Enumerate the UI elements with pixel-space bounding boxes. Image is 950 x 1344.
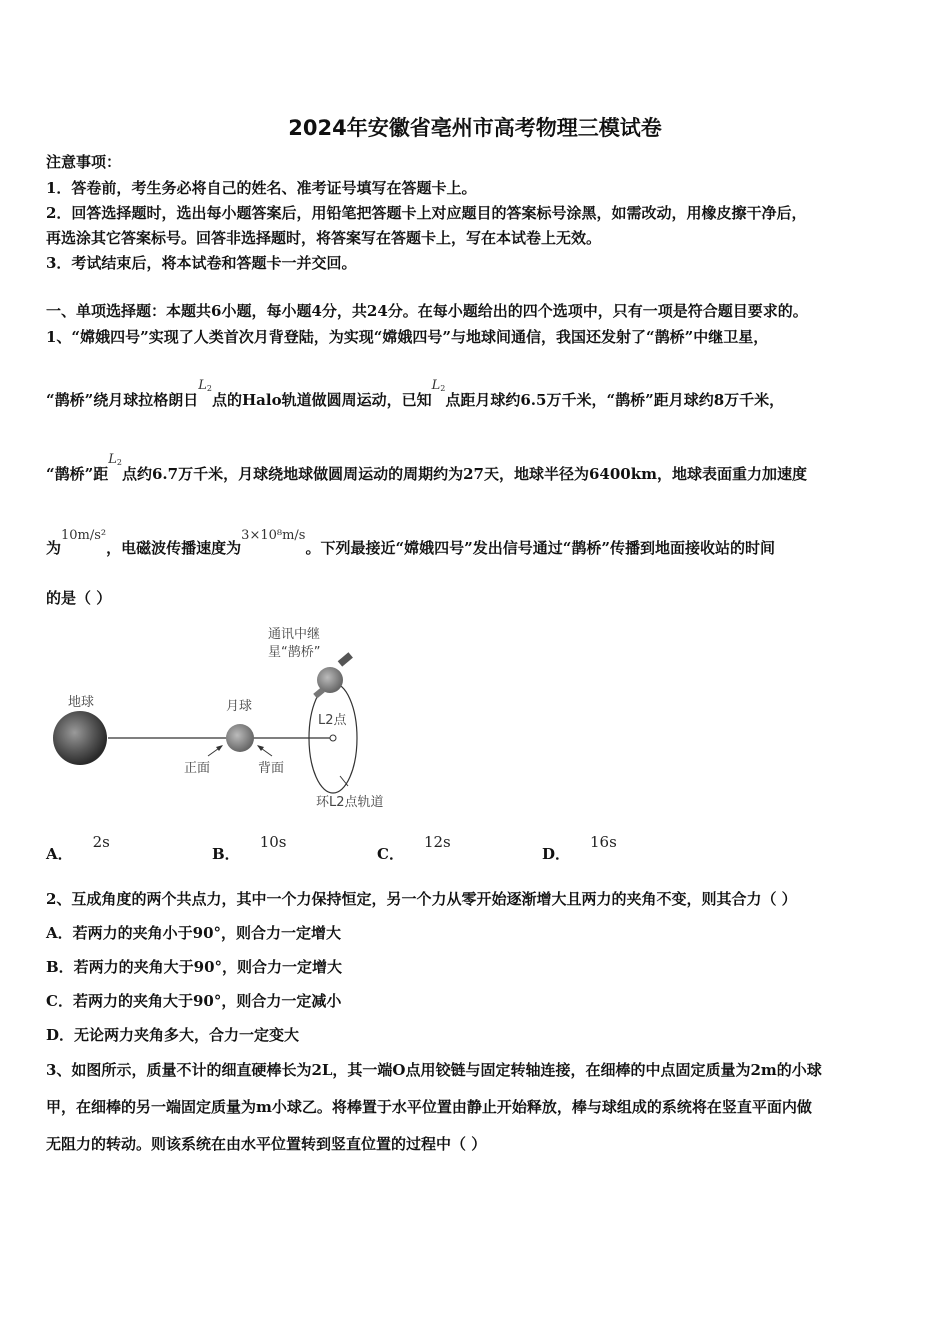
earth-circle (53, 711, 107, 765)
q1-line2 (46, 378, 785, 415)
orbit-label: 环L2点轨道 (316, 795, 384, 810)
q1-line4c: 。下列最接近“嫦娥四号”发出信号通过“鹊桥”传播到地面接收站的时间 (305, 539, 775, 557)
g-value: 10m/s² (61, 528, 107, 543)
q3-line1: 3、如图所示，质量不计的细直硬棒长为2L，其一端O点用铰链与固定转轴连接，在细棒的中点固定质量为2m的小球 (46, 1061, 822, 1079)
q2-option-a[interactable]: A．若两力的夹角小于90°，则合力一定增大 (46, 924, 342, 942)
back-label: 背面 (258, 761, 285, 776)
front-label: 正面 (184, 761, 211, 776)
c-value: 3×10⁸m/s (241, 528, 306, 543)
q2-option-c[interactable]: C．若两力的夹角大于90°，则合力一定减小 (46, 992, 342, 1010)
q2-option-d[interactable]: D．无论两力夹角多大，合力一定变大 (46, 1026, 300, 1044)
q1-line3 (46, 452, 807, 489)
relay-label-line2: 星“鹊桥” (268, 645, 321, 660)
q1-option-a[interactable]: A．2s (46, 833, 110, 863)
notice-item: 再选涂其它答案标号。回答非选择题时，将答案写在答题卡上，写在本试卷上无效。 (46, 229, 602, 247)
notice-heading: 注意事项： (46, 153, 122, 171)
q3-line2: 甲，在细棒的另一端固定质量为m小球乙。将棒置于水平位置由静止开始释放，棒与球组成的系统将在竖直平面内做 (46, 1098, 812, 1116)
q1-option-b[interactable]: B．10s (212, 833, 287, 863)
q1-line4b: ，电磁波传播速度为 (106, 539, 242, 557)
q3-line3: 无阻力的转动。则该系统在由水平位置转到竖直位置的过程中（ ） (46, 1135, 487, 1153)
q1-line5: 的是（ ） (46, 589, 112, 607)
l2-symbol: L2 (431, 378, 446, 393)
orbit-pointer (340, 776, 348, 786)
q2-option-b[interactable]: B．若两力的夹角大于90°，则合力一定增大 (46, 958, 343, 976)
l2-point (330, 735, 336, 741)
q1-option-d[interactable]: D．16s (542, 833, 617, 863)
earth-label: 地球 (68, 695, 95, 710)
q1-option-c[interactable]: C．12s (377, 833, 451, 863)
notice-item: 3．考试结束后，将本试卷和答题卡一并交回。 (46, 254, 357, 272)
l2-symbol: L2 (108, 452, 122, 467)
q1-line4a: 为 (46, 539, 62, 557)
q1-line1: 1、“嫦娥四号”实现了人类首次月背登陆，为实现“嫦娥四号”与地球间通信，我国还发射了“鹊桥”中继卫星， (46, 328, 769, 346)
section-heading: 一、单项选择题：本题共6小题，每小题4分，共24分。在每小题给出的四个选项中，只有一项是符合题目要求的。 (46, 302, 808, 320)
relay-label-line1: 通讯中继 (268, 627, 321, 642)
q1-line2b: 点的Halo轨道做圆周运动，已知 (212, 391, 432, 409)
q1-line3b: 点约6.7万千米，月球绕地球做圆周运动的周期约为27天，地球半径为6400km，地球表面重力加速度 (122, 465, 807, 483)
moon-label: 月球 (226, 699, 253, 714)
q1-line2a: “鹊桥”绕月球拉格朗日 (46, 391, 199, 409)
l2-label: L2点 (318, 713, 347, 728)
q2-stem: 2、互成角度的两个共点力，其中一个力保持恒定，另一个力从零开始逐渐增大且两力的夹角不变，则其合力（ ） (46, 890, 797, 908)
earth-moon-l2-figure (40, 618, 460, 818)
q1-line3a: “鹊桥”距 (46, 465, 109, 483)
moon-circle (226, 724, 254, 752)
page-title: 2024年安徽省亳州市高考物理三模试卷 (288, 116, 662, 140)
q1-line4 (46, 528, 775, 560)
q1-line2c: 点距月球约6.5万千米，“鹊桥”距月球约8万千米， (445, 391, 785, 409)
notice-item: 2．回答选择题时，选出每小题答案后，用铅笔把答题卡上对应题目的答案标号涂黑，如需改动，用橡皮擦干净后， (46, 204, 807, 222)
satellite-panel (338, 652, 353, 666)
notice-item: 1．答卷前，考生务必将自己的姓名、准考证号填写在答题卡上。 (46, 179, 477, 197)
l2-symbol: L2 (198, 378, 212, 393)
